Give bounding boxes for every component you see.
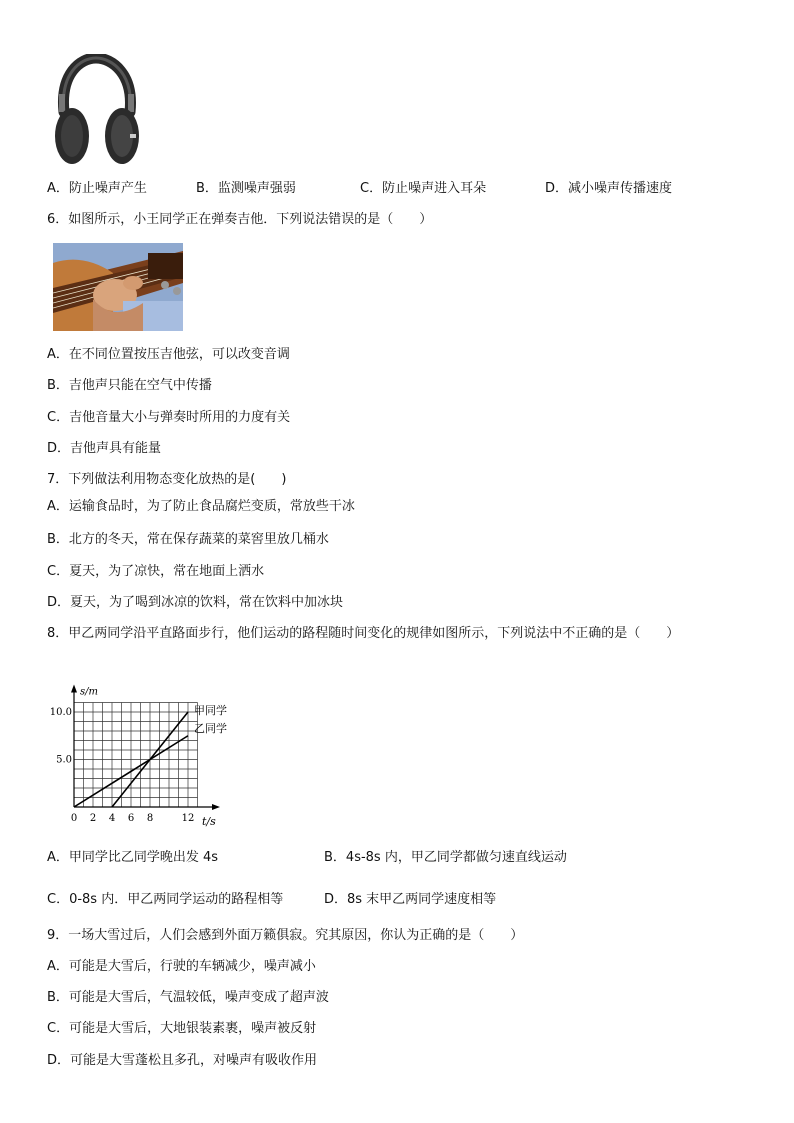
q7-option-b: B．北方的冬天，常在保存蔬菜的菜窖里放几桶水	[47, 532, 329, 547]
q6-stem: 6．如图所示，小王同学正在弹奏吉他．下列说法错误的是（ ）	[47, 212, 433, 227]
q8-option-d: D．8s 末甲乙两同学速度相等	[324, 892, 497, 907]
y-tick-label: 5.0	[56, 754, 72, 766]
q7-option-c: C．夏天，为了凉快，常在地面上洒水	[47, 564, 265, 579]
q7-option-a: A．运输食品时，为了防止食品腐烂变质，常放些干冰	[47, 499, 355, 514]
q7-option-d: D．夏天，为了喝到冰凉的饮料，常在饮料中加冰块	[47, 595, 344, 610]
x-tick-label: 2	[89, 813, 97, 824]
series-label-jia: 甲同学	[194, 704, 227, 717]
y-axis-arrow	[71, 685, 77, 693]
x-axis-label: t/s	[202, 815, 216, 828]
x-tick-label: 12	[181, 813, 195, 824]
x-tick-label: 0	[70, 813, 78, 824]
q8-option-c: C．0-8s 内．甲乙两同学运动的路程相等	[47, 892, 284, 907]
q5-option-a: A．防止噪声产生	[47, 181, 147, 196]
q5-option-d: D．减小噪声传播速度	[545, 181, 673, 196]
q7-stem: 7．下列做法利用物态变化放热的是( )	[47, 472, 287, 487]
y-axis-label: s/m	[80, 686, 98, 698]
earmuffs-image	[50, 54, 142, 166]
y-tick-label: 10.0	[49, 707, 72, 718]
q9-stem: 9．一场大雪过后，人们会感到外面万籁俱寂。究其原因，你认为正确的是（ ）	[47, 928, 524, 943]
guitar-image	[53, 243, 183, 331]
q8-stem: 8．甲乙两同学沿平直路面步行，他们运动的路程随时间变化的规律如图所示，下列说法中不正确的是（ ）	[47, 626, 680, 641]
q5-option-c: C．防止噪声进入耳朵	[360, 181, 487, 196]
x-tick-label: 6	[127, 813, 135, 824]
x-tick-label: 4	[108, 813, 116, 824]
q9-option-a: A．可能是大雪后，行驶的车辆减少，噪声减小	[47, 959, 316, 974]
q8-option-a: A．甲同学比乙同学晚出发 4s	[47, 850, 219, 865]
series-label-yi: 乙同学	[194, 721, 227, 735]
q9-option-d: D．可能是大雪蓬松且多孔，对噪声有吸收作用	[47, 1053, 318, 1068]
q6-option-d: D．吉他声具有能量	[47, 441, 162, 456]
q6-option-b: B．吉他声只能在空气中传播	[47, 378, 212, 393]
q9-option-c: C．可能是大雪后，大地银装素裹，噪声被反射	[47, 1021, 317, 1036]
q6-option-a: A．在不同位置按压吉他弦，可以改变音调	[47, 347, 290, 362]
x-tick-label: 8	[146, 813, 154, 824]
q5-option-b: B．监测噪声强弱	[196, 181, 296, 196]
q6-option-c: C．吉他音量大小与弹奏时所用的力度有关	[47, 410, 291, 425]
distance-time-chart	[48, 660, 248, 830]
q9-option-b: B．可能是大雪后，气温较低，噪声变成了超声波	[47, 990, 329, 1005]
x-axis-arrow	[212, 804, 220, 810]
q8-option-b: B．4s-8s 内，甲乙同学都做匀速直线运动	[324, 850, 567, 865]
